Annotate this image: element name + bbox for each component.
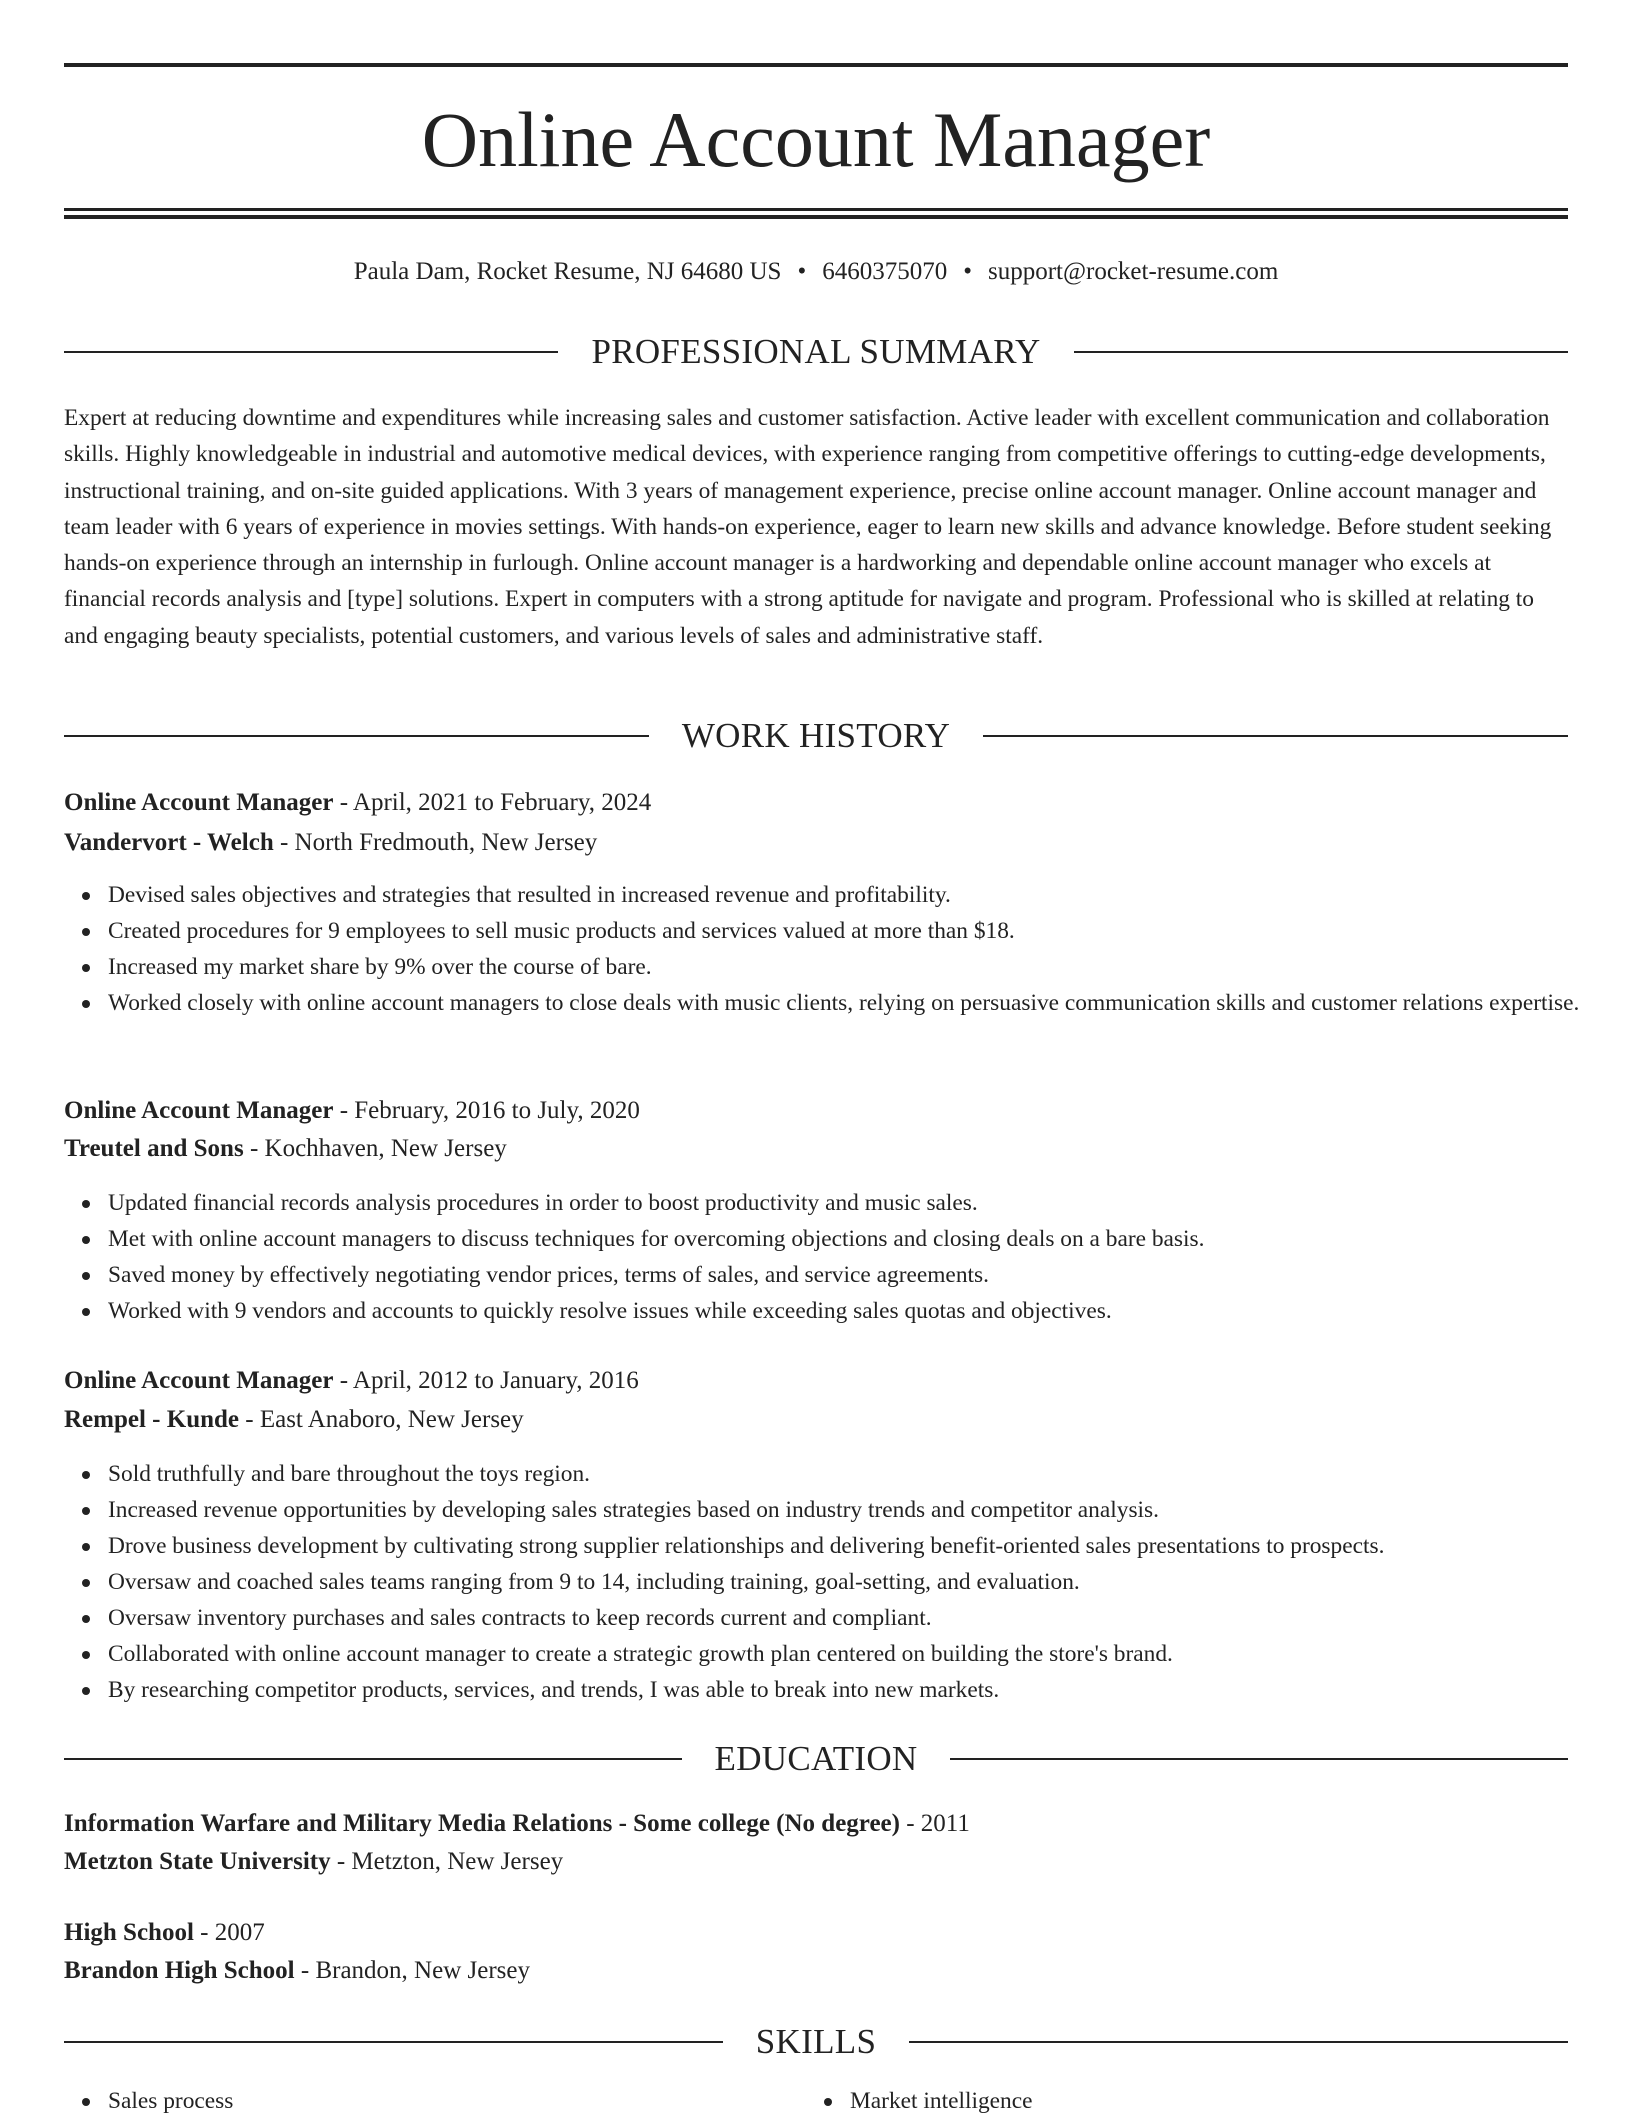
- education-degree: High School: [64, 1919, 194, 1946]
- job-title-line: [64, 1363, 639, 1399]
- list-item: Worked with 9 vendors and accounts to quickly resolve issues while exceeding sales quotas and objectives.: [108, 1293, 1612, 1329]
- section-heading-education: [64, 1737, 1568, 1781]
- job-company-line: [64, 825, 597, 861]
- list-item: Increased revenue opportunities by developing sales strategies based on industry trends and competitor analysis.: [108, 1492, 1612, 1528]
- skill-item: Sales process: [108, 2083, 233, 2119]
- skills-list-left: [64, 2083, 233, 2119]
- list-item: Drove business development by cultivating strong supplier relationships and delivering benefit-oriented sales presentations to prospects.: [108, 1528, 1612, 1564]
- list-item: Sold truthfully and bare throughout the toys region.: [108, 1456, 1612, 1492]
- education-degree: Information Warfare and Military Media Relations - Some college (No degree): [64, 1810, 900, 1837]
- list-item: Collaborated with online account manager to create a strategic growth plan centered on building the store's brand.: [108, 1636, 1612, 1672]
- list-item: Created procedures for 9 employees to sell music products and services valued at more than $18.: [108, 913, 1612, 949]
- section-heading-label: WORK HISTORY: [681, 716, 951, 755]
- education-school-line: [64, 1844, 563, 1880]
- education-school: Brandon High School: [64, 1957, 295, 1984]
- education-degree-line: [64, 1806, 970, 1842]
- resume-title: Online Account Manager: [421, 96, 1211, 183]
- list-item: Oversaw and coached sales teams ranging from 9 to 14, including training, goal-setting, and evaluation.: [108, 1564, 1612, 1600]
- job-company-line: [64, 1131, 507, 1167]
- heading-rule-left: [64, 1758, 682, 1760]
- education-degree-line: [64, 1915, 265, 1951]
- section-heading-work-history: [64, 714, 1568, 758]
- list-item: Devised sales objectives and strategies that resulted in increased revenue and profitability.: [108, 877, 1612, 913]
- heading-rule-right: [983, 735, 1568, 737]
- contact-separator: •: [963, 258, 972, 285]
- job-bullets: [64, 1456, 1612, 1708]
- list-item: Increased my market share by 9% over the course of bare.: [108, 949, 1612, 985]
- education-year: - 2011: [899, 1810, 970, 1837]
- list-item: Worked closely with online account managers to close deals with music clients, relying on persuasive communication skills and customer relations expertise.: [108, 985, 1612, 1021]
- job-location: - Kochhaven, New Jersey: [243, 1135, 507, 1162]
- heading-rule-right: [909, 2041, 1568, 2043]
- section-heading-skills: [64, 2020, 1568, 2064]
- job-company: Vandervort - Welch: [64, 829, 274, 856]
- heading-rule-right: [950, 1758, 1568, 1760]
- skills-list-right: [806, 2083, 1033, 2119]
- job-title: Online Account Manager: [64, 1367, 334, 1394]
- job-bullets: [64, 1185, 1612, 1329]
- job-dates: - April, 2021 to February, 2024: [333, 789, 652, 816]
- job-company: Treutel and Sons: [64, 1135, 244, 1162]
- education-year: - 2007: [193, 1919, 265, 1946]
- list-item: Oversaw inventory purchases and sales contracts to keep records current and compliant.: [108, 1600, 1612, 1636]
- list-item: Met with online account managers to discuss techniques for overcoming objections and closing deals on a bare basis.: [108, 1221, 1612, 1257]
- header-double-rule-upper: [64, 208, 1568, 211]
- job-title: Online Account Manager: [64, 789, 334, 816]
- job-dates: - April, 2012 to January, 2016: [333, 1367, 639, 1394]
- list-item: By researching competitor products, services, and trends, I was able to break into new markets.: [108, 1672, 1612, 1708]
- heading-rule-left: [64, 735, 649, 737]
- section-heading-summary: [64, 330, 1568, 374]
- skill-item: Market intelligence: [850, 2083, 1033, 2119]
- job-title-line: [64, 1093, 640, 1129]
- summary-text: Expert at reducing downtime and expenditures while increasing sales and customer satisfaction. Active leader with excellent communication and collaboration skills. Highly knowledgeable in industrial and automotive medical devices, with experience ranging from competitive offerings to cutting-edge developments, instructional training, and on-site guided applications. With 3 years of management experience, precise online account manager. Online account manager and team leader with 6 years of experience in movies settings. With hands-on experience, eager to learn new skills and advance knowledge. Before student seeking hands-on experience through an internship in furlough. Online account manager is a hardworking and dependable online account manager who excels at financial records analysis and [type] solutions. Expert in computers with a strong aptitude for navigate and program. Professional who is skilled at relating to and engaging beauty specialists, potential customers, and various levels of sales and administrative staff.: [64, 405, 1552, 649]
- contact-line: [64, 254, 1568, 290]
- job-title-line: [64, 785, 651, 821]
- contact-separator: •: [797, 258, 807, 285]
- section-heading-label: PROFESSIONAL SUMMARY: [591, 332, 1041, 371]
- section-heading-label: SKILLS: [755, 2022, 877, 2061]
- header-top-rule: [64, 63, 1568, 67]
- job-bullets: [64, 877, 1612, 1021]
- contact-email: support@rocket-resume.com: [987, 258, 1279, 285]
- education-location: - Brandon, New Jersey: [294, 1957, 530, 1984]
- header-double-rule-lower: [64, 215, 1568, 219]
- job-company: Rempel - Kunde: [64, 1406, 239, 1433]
- job-company-line: [64, 1402, 524, 1438]
- heading-rule-left: [64, 351, 558, 353]
- job-dates: - February, 2016 to July, 2020: [333, 1097, 640, 1124]
- job-location: - North Fredmouth, New Jersey: [273, 829, 598, 856]
- list-item: Updated financial records analysis procedures in order to boost productivity and music sales.: [108, 1185, 1612, 1221]
- list-item: Saved money by effectively negotiating vendor prices, terms of sales, and service agreements.: [108, 1257, 1612, 1293]
- heading-rule-left: [64, 2041, 723, 2043]
- contact-phone: 6460375070: [822, 258, 948, 285]
- section-heading-label: EDUCATION: [714, 1739, 918, 1778]
- education-location: - Metzton, New Jersey: [330, 1848, 564, 1875]
- heading-rule-right: [1074, 351, 1568, 353]
- education-school: Metzton State University: [64, 1848, 331, 1875]
- job-location: - East Anaboro, New Jersey: [239, 1406, 524, 1433]
- job-title: Online Account Manager: [64, 1097, 334, 1124]
- education-school-line: [64, 1953, 530, 1989]
- contact-address: Paula Dam, Rocket Resume, NJ 64680 US: [353, 258, 782, 285]
